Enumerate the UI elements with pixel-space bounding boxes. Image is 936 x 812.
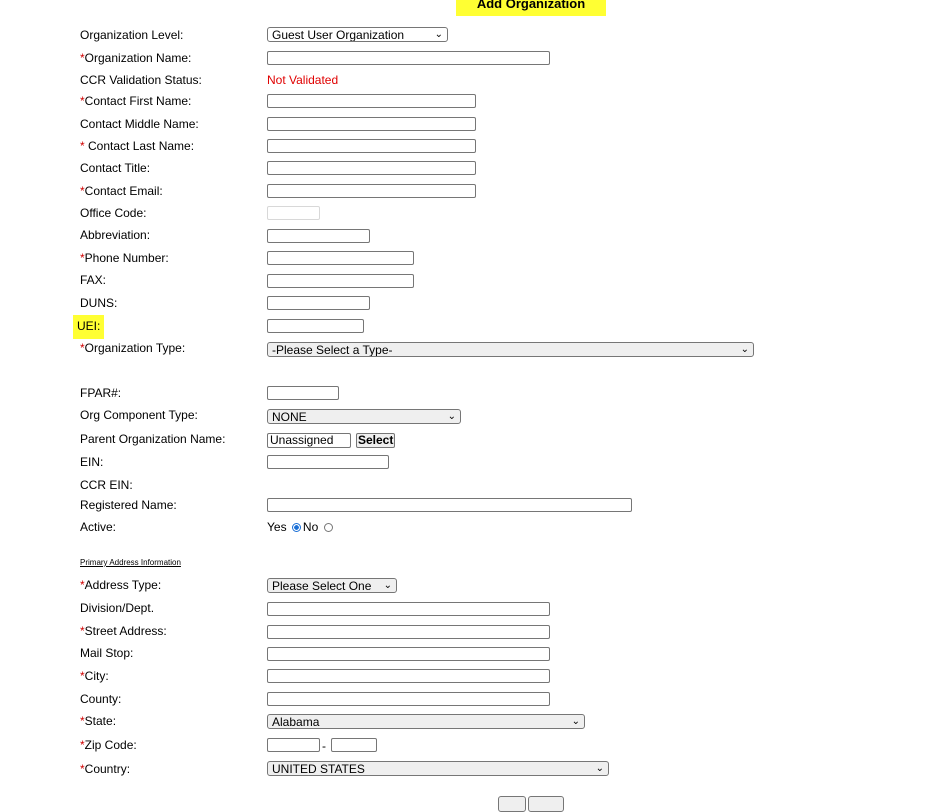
chevron-down-icon: ⌄ <box>383 580 392 591</box>
ccr-status-label: CCR Validation Status: <box>80 73 202 87</box>
org-level-value: Guest User Organization <box>272 28 405 42</box>
contact-title-input[interactable] <box>267 161 476 175</box>
county-input[interactable] <box>267 692 550 706</box>
org-level-select[interactable] <box>267 27 448 42</box>
zip-label: *Zip Code: <box>80 738 137 752</box>
office-code-input <box>267 206 320 220</box>
contact-middle-label: Contact Middle Name: <box>80 117 199 131</box>
fpar-input[interactable] <box>267 386 339 400</box>
ccr-ein-label: CCR EIN: <box>80 478 133 492</box>
select-button[interactable]: Select <box>358 433 394 447</box>
street-label: *Street Address: <box>80 624 167 638</box>
fax-input[interactable] <box>267 274 414 288</box>
division-input[interactable] <box>267 602 550 616</box>
state-label: *State: <box>80 714 117 728</box>
ein-label: EIN: <box>80 455 104 469</box>
chevron-down-icon: ⌄ <box>571 716 580 727</box>
uei-input[interactable] <box>267 319 364 333</box>
parent-org-input[interactable]: Unassigned <box>267 433 351 448</box>
registered-name-input[interactable] <box>267 498 632 512</box>
abbreviation-label: Abbreviation: <box>80 228 151 242</box>
mail-stop-label: Mail Stop: <box>80 646 134 660</box>
address-type-value: Please Select One <box>272 579 372 593</box>
uei-label: UEI: <box>80 319 104 339</box>
phone-input[interactable] <box>267 251 414 265</box>
chevron-down-icon: ⌄ <box>740 344 749 355</box>
active-no-label: No <box>302 520 319 534</box>
contact-title-label: Contact Title: <box>80 161 151 175</box>
org-name-label: *Organization Name: <box>80 51 192 65</box>
ccr-status-value: Not Validated <box>267 73 339 87</box>
active-yes-label: Yes <box>267 520 287 534</box>
state-select[interactable] <box>267 714 585 729</box>
zip-input[interactable] <box>267 738 320 752</box>
parent-org-label: Parent Organization Name: <box>80 432 226 446</box>
abbreviation-input[interactable] <box>267 229 370 243</box>
fpar-label: FPAR#: <box>80 386 122 400</box>
address-type-label: *Address Type: <box>80 578 162 592</box>
contact-last-label: * Contact Last Name: <box>80 139 195 153</box>
mail-stop-input[interactable] <box>267 647 550 661</box>
county-label: County: <box>80 692 122 706</box>
division-label: Division/Dept. <box>80 601 155 615</box>
bottom-button-2[interactable] <box>528 796 564 812</box>
contact-middle-input[interactable] <box>267 117 476 131</box>
street-input[interactable] <box>267 625 550 639</box>
address-type-select[interactable] <box>267 578 397 593</box>
active-no-radio[interactable] <box>324 523 333 532</box>
contact-first-input[interactable] <box>267 94 476 108</box>
city-input[interactable] <box>267 669 550 683</box>
org-type-value: -Please Select a Type- <box>272 343 393 357</box>
chevron-down-icon: ⌄ <box>595 763 604 774</box>
active-yes-radio[interactable] <box>292 523 301 532</box>
zip-separator: - <box>322 739 326 753</box>
phone-label: *Phone Number: <box>80 251 169 265</box>
active-label: Active: <box>80 520 117 534</box>
contact-email-input[interactable] <box>267 184 476 198</box>
duns-label: DUNS: <box>80 296 118 310</box>
contact-first-label: *Contact First Name: <box>80 94 192 108</box>
contact-email-label: *Contact Email: <box>80 184 163 198</box>
ein-input[interactable] <box>267 455 389 469</box>
chevron-down-icon: ⌄ <box>447 411 456 422</box>
contact-last-input[interactable] <box>267 139 476 153</box>
chevron-down-icon: ⌄ <box>434 29 443 40</box>
org-level-label: Organization Level: <box>80 28 184 42</box>
primary-address-heading: Primary Address Information <box>80 558 181 567</box>
country-value: UNITED STATES <box>272 762 365 776</box>
state-value: Alabama <box>272 715 320 729</box>
org-component-value: NONE <box>272 410 307 424</box>
org-type-select[interactable] <box>267 342 754 357</box>
zip-ext-input[interactable] <box>331 738 377 752</box>
registered-name-label: Registered Name: <box>80 498 177 512</box>
fax-label: FAX: <box>80 273 107 287</box>
country-label: *Country: <box>80 762 131 776</box>
active-radio-group <box>267 520 335 534</box>
city-label: *City: <box>80 669 109 683</box>
office-code-label: Office Code: <box>80 206 147 220</box>
duns-input[interactable] <box>267 296 370 310</box>
org-component-label: Org Component Type: <box>80 408 198 422</box>
page-title: Add Organization <box>456 0 606 16</box>
bottom-button-1[interactable] <box>498 796 526 812</box>
org-name-input[interactable] <box>267 51 550 65</box>
org-component-select[interactable] <box>267 409 461 424</box>
country-select[interactable] <box>267 761 609 776</box>
org-type-label: *Organization Type: <box>80 341 186 355</box>
